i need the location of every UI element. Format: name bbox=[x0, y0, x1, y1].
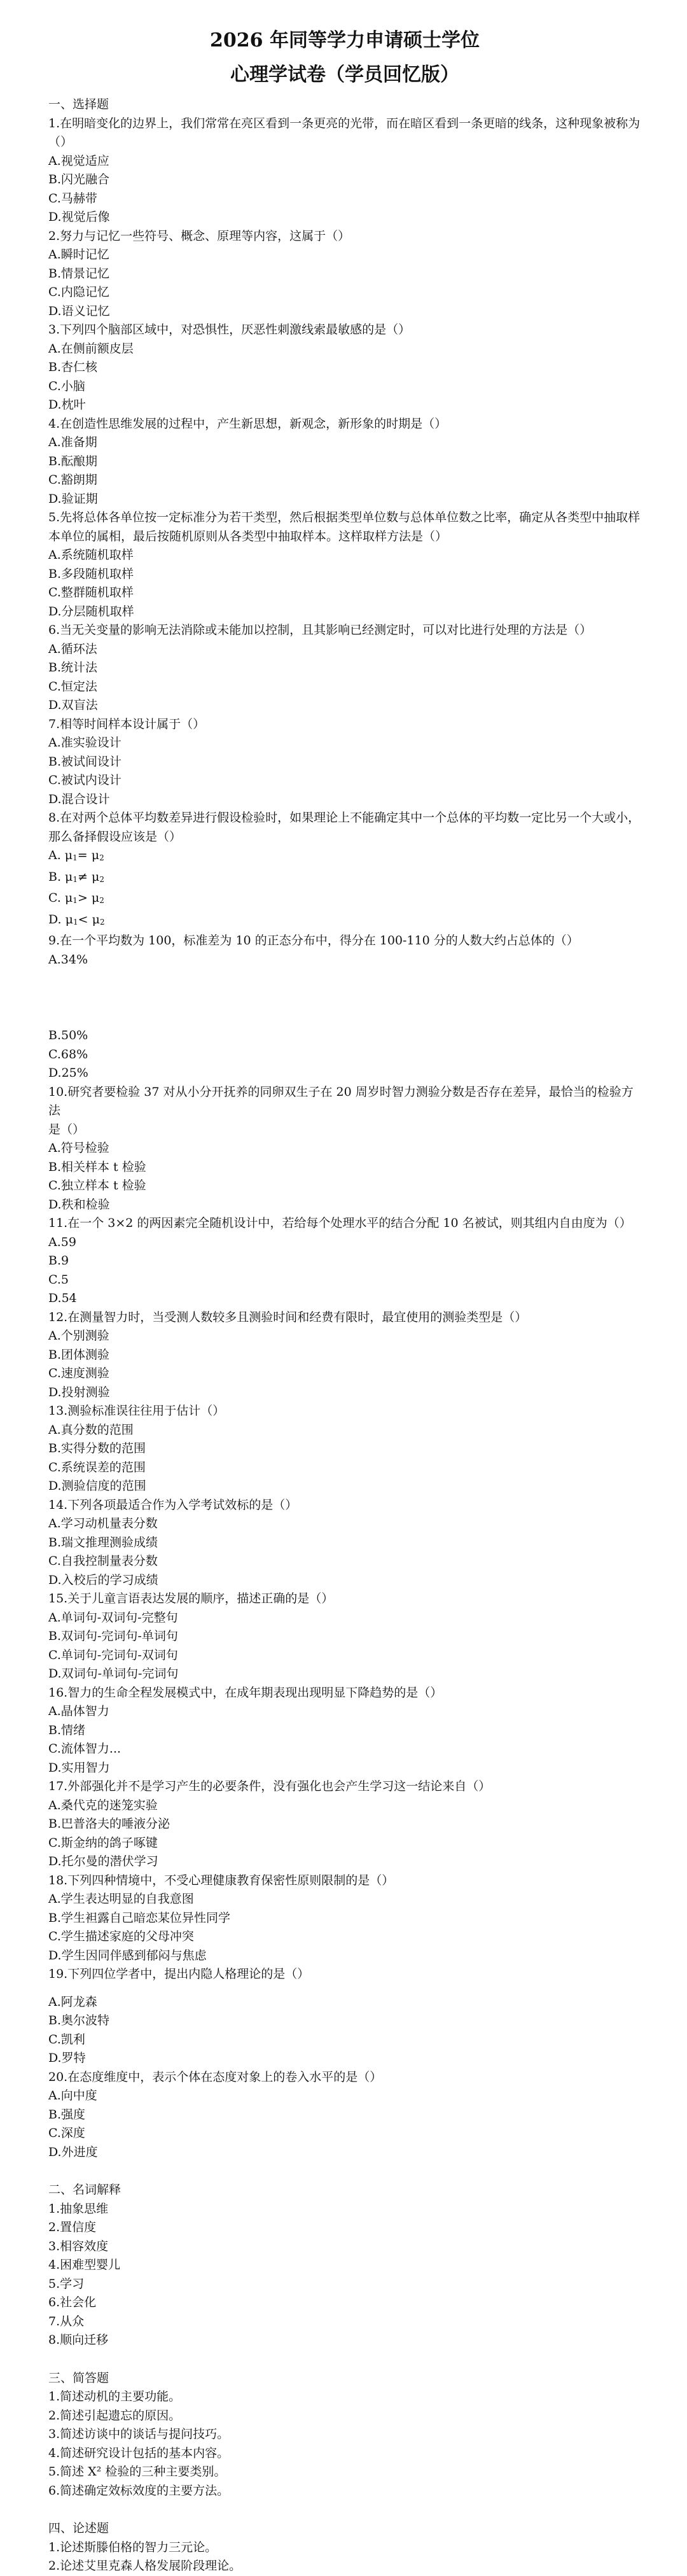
option: C.凯利 bbox=[48, 2032, 85, 2047]
section-heading-terms: 二、名词解释 bbox=[48, 2183, 121, 2197]
option: C.斯金纳的鸽子啄键 bbox=[48, 1835, 158, 1850]
list-item: 1.抽象思维 bbox=[48, 2201, 109, 2216]
question-15: 15.关于儿童言语表达发展的顺序，描述正确的是（） bbox=[48, 1592, 334, 1606]
option: C.68% bbox=[48, 1047, 88, 1061]
option: A.晶体智力 bbox=[48, 1704, 109, 1718]
option: C.整群随机取样 bbox=[48, 585, 134, 599]
option: D.双词句-单词句-完词句 bbox=[48, 1667, 179, 1681]
option: D.实用智力 bbox=[48, 1760, 110, 1775]
blank-gap bbox=[48, 969, 641, 1026]
option: B.被试间设计 bbox=[48, 754, 122, 769]
option: A.循环法 bbox=[48, 641, 97, 656]
list-item: 1.论述斯滕伯格的智力三元论。 bbox=[48, 2540, 218, 2554]
option: A.学习动机量表分数 bbox=[48, 1516, 158, 1530]
option: B.情绪 bbox=[48, 1723, 86, 1737]
option: A.向中度 bbox=[48, 2089, 97, 2103]
option: A.准备期 bbox=[48, 435, 97, 449]
option: A. $\mu_1= \mu_2$ bbox=[48, 848, 104, 862]
option: D.测验信度的范围 bbox=[48, 1479, 146, 1493]
option: C.5 bbox=[48, 1272, 69, 1287]
section-heading-choice: 一、选择题 bbox=[48, 97, 109, 111]
option: C.单词句-完词句-双词句 bbox=[48, 1648, 178, 1662]
option: B.闪光融合 bbox=[48, 172, 110, 186]
question-6: 6.当无关变量的影响无法消除或未能加以控制，且其影响已经测定时，可以对比进行处理的方法是（） bbox=[48, 623, 592, 637]
option: C. $\mu_1> \mu_2$ bbox=[48, 891, 104, 905]
section-gap bbox=[48, 2162, 641, 2181]
option: C.学生描述家庭的父母冲突 bbox=[48, 1929, 194, 1943]
list-item: 8.顺向迁移 bbox=[48, 2333, 109, 2347]
option: A.学生表达明显的自我意图 bbox=[48, 1892, 194, 1906]
question-3: 3.下列四个脑部区域中，对恐惧性，厌恶性刺激线索最敏感的是（） bbox=[48, 323, 411, 337]
list-item: 3.相容效度 bbox=[48, 2239, 109, 2253]
question-2: 2.努力与记忆一些符号、概念、原理等内容，这属于（） bbox=[48, 228, 350, 243]
option: D.分层随机取样 bbox=[48, 604, 134, 619]
option: C.马赫带 bbox=[48, 191, 97, 206]
paper-subtitle: 心理学试卷（学员回忆版） bbox=[230, 64, 459, 86]
option: B.强度 bbox=[48, 2107, 86, 2122]
question-17: 17.外部强化并不是学习产生的必要条件，没有强化也会产生学习这一结论来自（） bbox=[48, 1779, 491, 1793]
option: B.团体测验 bbox=[48, 1347, 110, 1362]
section-heading-short-answer: 三、简答题 bbox=[48, 2370, 109, 2385]
question-5-cont: 本单位的属相，最后按随机原则从各类型中抽取样本。这样取样方法是（） bbox=[48, 529, 448, 543]
list-item: 3.简述访谈中的谈话与提问技巧。 bbox=[48, 2427, 230, 2441]
list-item: 1.简述动机的主要功能。 bbox=[48, 2390, 181, 2404]
option: D.验证期 bbox=[48, 491, 98, 506]
option: A.准实验设计 bbox=[48, 736, 121, 750]
option: D.25% bbox=[48, 1066, 88, 1080]
option: D.视觉后像 bbox=[48, 210, 110, 224]
option: A.在侧前额皮层 bbox=[48, 341, 134, 356]
option: C.流体智力... bbox=[48, 1742, 121, 1756]
question-12: 12.在测量智力时，当受测人数较多且测验时间和经费有限时，最宜使用的测验类型是（） bbox=[48, 1310, 527, 1324]
list-item: 5.简述 X² 检验的三种主要类别。 bbox=[48, 2465, 226, 2479]
option: B.情景记忆 bbox=[48, 266, 110, 281]
option: D.入校后的学习成绩 bbox=[48, 1572, 158, 1587]
option: C.深度 bbox=[48, 2126, 85, 2140]
section-heading-essay: 四、论述题 bbox=[48, 2521, 109, 2535]
option: B.50% bbox=[48, 1028, 88, 1042]
option: A.阿龙森 bbox=[48, 1994, 97, 2009]
option: C.豁朗期 bbox=[48, 473, 97, 487]
option: B.双词句-完词句-单词句 bbox=[48, 1629, 178, 1643]
question-13: 13.测验标准误往往用于估计（） bbox=[48, 1404, 225, 1418]
question-5: 5.先将总体各单位按一定标准分为若干类型，然后根据类型单位数与总体单位数之比率，确定从各类型中抽取样 bbox=[48, 510, 641, 524]
list-item: 2.置信度 bbox=[48, 2220, 97, 2234]
section-gap bbox=[48, 2500, 641, 2519]
list-item: 2.论述艾里克森人格发展阶段理论。 bbox=[48, 2559, 242, 2573]
option: A.瞬时记忆 bbox=[48, 248, 109, 262]
list-item: 4.困难型婴儿 bbox=[48, 2258, 121, 2272]
option: A.单词句-双词句-完整句 bbox=[48, 1610, 178, 1625]
option: C.速度测验 bbox=[48, 1366, 109, 1380]
option: B.学生袒露自己暗恋某位异性同学 bbox=[48, 1910, 231, 1925]
question-9: 9.在一个平均数为 100，标准差为 10 的正态分布中，得分在 100-110 分的人数大约占总体的（） bbox=[48, 934, 579, 948]
option: D.外进度 bbox=[48, 2145, 98, 2159]
question-4: 4.在创造性思维发展的过程中，产生新思想，新观念，新形象的时期是（） bbox=[48, 416, 447, 431]
option: D.语义记忆 bbox=[48, 304, 110, 318]
option: A.个别测验 bbox=[48, 1329, 109, 1343]
question-1: 1.在明暗变化的边界上，我们常常在亮区看到一条更亮的光带，而在暗区看到一条更暗的线条，这种现象被称为 bbox=[48, 116, 641, 130]
option: A.59 bbox=[48, 1235, 76, 1249]
option: D.枕叶 bbox=[48, 398, 86, 412]
paper-title: 2026 年同等学力申请硕士学位 bbox=[210, 29, 480, 52]
option: B.杏仁核 bbox=[48, 360, 98, 374]
option: A.符号检验 bbox=[48, 1141, 109, 1155]
option: D.投射测验 bbox=[48, 1385, 110, 1399]
list-item: 4.简述研究设计包括的基本内容。 bbox=[48, 2446, 230, 2460]
option: D.托尔曼的潜伏学习 bbox=[48, 1854, 158, 1868]
option: C.恒定法 bbox=[48, 679, 97, 694]
blank-gap bbox=[48, 1984, 641, 1993]
question-7: 7.相等时间样本设计属于（） bbox=[48, 717, 205, 731]
option: D.54 bbox=[48, 1291, 77, 1305]
option: B.酝酿期 bbox=[48, 454, 98, 468]
option: B.奥尔波特 bbox=[48, 2013, 110, 2027]
option: B.多段随机取样 bbox=[48, 566, 134, 581]
option: B.9 bbox=[48, 1254, 69, 1268]
option: B.实得分数的范围 bbox=[48, 1441, 146, 1455]
option: C.被试内设计 bbox=[48, 773, 121, 787]
option: A.系统随机取样 bbox=[48, 548, 134, 562]
option: C.内隐记忆 bbox=[48, 285, 109, 299]
option: D.双盲法 bbox=[48, 698, 98, 712]
option: A.34% bbox=[48, 952, 88, 967]
question-16: 16.智力的生命全程发展模式中，在成年期表现出现明显下降趋势的是（） bbox=[48, 1685, 443, 1700]
option: B.相关样本 t 检验 bbox=[48, 1159, 146, 1174]
option: B.瑞文推理测验成绩 bbox=[48, 1535, 158, 1550]
option: B.统计法 bbox=[48, 661, 98, 675]
question-19: 19.下列四位学者中，提出内隐人格理论的是（） bbox=[48, 1967, 310, 1981]
option: D.秩和检验 bbox=[48, 1197, 110, 1212]
list-item: 5.学习 bbox=[48, 2276, 85, 2291]
option: D.混合设计 bbox=[48, 792, 110, 806]
option: A.桑代克的迷笼实验 bbox=[48, 1798, 158, 1812]
question-1-blank: （） bbox=[48, 135, 73, 149]
question-10-cont: 是（） bbox=[48, 1122, 85, 1137]
list-item: 2.简述引起遗忘的原因。 bbox=[48, 2408, 181, 2423]
option: A.真分数的范围 bbox=[48, 1422, 134, 1437]
list-item: 6.社会化 bbox=[48, 2295, 97, 2309]
option: B. $\mu_1\ne \mu_2$ bbox=[48, 869, 104, 884]
section-gap bbox=[48, 2350, 641, 2369]
option: C.小脑 bbox=[48, 379, 85, 393]
question-8-cont: 那么备择假设应该是（） bbox=[48, 829, 182, 844]
question-8: 8.在对两个总体平均数差异进行假设检验时，如果理论上不能确定其中一个总体的平均数一定比另一个大或小， bbox=[48, 811, 641, 825]
question-14: 14.下列各项最适合作为入学考试效标的是（） bbox=[48, 1497, 298, 1512]
option: D.学生因同伴感到郁闷与焦虑 bbox=[48, 1948, 207, 1963]
option: D.罗特 bbox=[48, 2051, 86, 2065]
option: C.自我控制量表分数 bbox=[48, 1554, 158, 1568]
option: A.视觉适应 bbox=[48, 153, 109, 168]
list-item: 7.从众 bbox=[48, 2314, 85, 2328]
question-20: 20.在态度维度中，表示个体在态度对象上的卷入水平的是（） bbox=[48, 2069, 382, 2084]
option: D. $\mu_1< \mu_2$ bbox=[48, 912, 105, 927]
question-10: 10.研究者要检验 37 对从小分开抚养的同卵双生子在 20 周岁时智力测验分数是否存在差异，最恰当的检验方法 bbox=[48, 1084, 634, 1117]
question-11: 11.在一个 3×2 的两因素完全随机设计中，若给每个处理水平的结合分配 10 名被试，则其组内自由度为（） bbox=[48, 1216, 632, 1230]
option: B.巴普洛夫的唾液分泌 bbox=[48, 1817, 170, 1831]
question-18: 18.下列四种情境中，不受心理健康教育保密性原则限制的是（） bbox=[48, 1873, 394, 1887]
list-item: 6.简述确定效标效度的主要方法。 bbox=[48, 2483, 230, 2498]
option: C.系统误差的范围 bbox=[48, 1460, 146, 1474]
option: C.独立样本 t 检验 bbox=[48, 1179, 146, 1193]
